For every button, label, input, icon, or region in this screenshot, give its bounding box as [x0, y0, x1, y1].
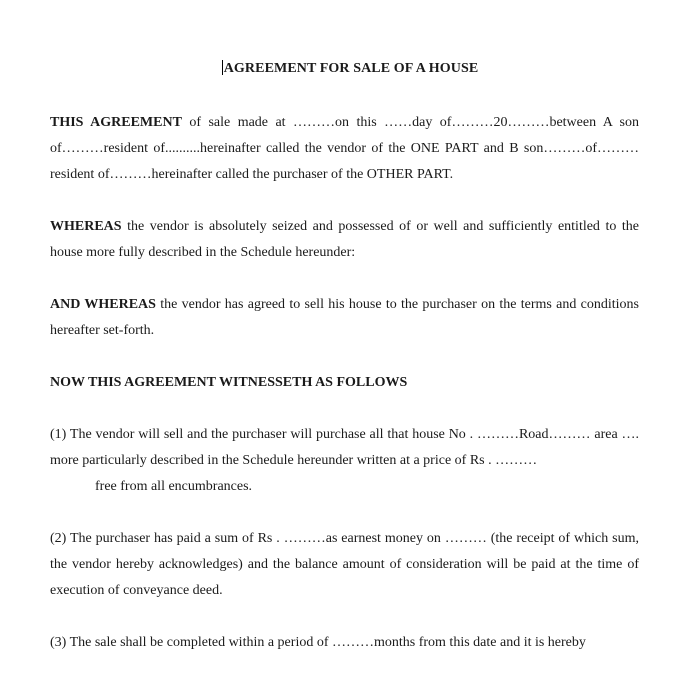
- document-title: [0, 60, 700, 77]
- whereas-lead: WHEREAS: [50, 219, 122, 234]
- clause-2-text: (2) The purchaser has paid a sum of Rs . ………as earnest money on ……… (the receipt of which sum, the vendor hereby acknowledges) and the balance amount of consideration will be paid at the time of execution of conveyance deed.: [50, 531, 639, 598]
- clause-1-text: (1) The vendor will sell and the purchaser will purchase all that house No . ………Road……… area …. more particularly described in the Schedule hereunder written at a price of Rs . ………: [50, 427, 639, 468]
- clause-3: [50, 630, 639, 656]
- and-whereas-paragraph: [50, 292, 639, 344]
- intro-paragraph: [50, 110, 639, 188]
- document-title-text: AGREEMENT FOR SALE OF A HOUSE: [223, 61, 479, 76]
- and-whereas-text: the vendor has agreed to sell his house to the purchaser on the terms and conditions hereafter set-forth.: [50, 297, 640, 338]
- clause-3-text: (3) The sale shall be completed within a period of ………months from this date and it is hereby: [50, 635, 586, 650]
- and-whereas-lead: AND WHEREAS: [50, 297, 156, 312]
- intro-text: of sale made at ………on this ……day of………20………between A son of………resident of..........hereinafter called the vendor of the ONE PART and B son………of………resident of………hereinafter called the purchaser of the OTHER PART.: [50, 115, 639, 182]
- clause-1: [50, 422, 639, 500]
- text-cursor: [222, 60, 223, 75]
- clause-1-continuation: free from all encumbrances.: [95, 479, 253, 494]
- witnesseth-heading: NOW THIS AGREEMENT WITNESSETH AS FOLLOWS: [50, 375, 408, 390]
- intro-lead: THIS AGREEMENT: [50, 115, 182, 130]
- whereas-paragraph: [50, 214, 639, 266]
- clause-2: [50, 526, 639, 604]
- whereas-text: the vendor is absolutely seized and possessed of or well and sufficiently entitled to the house more fully described in the Schedule hereunder:: [50, 219, 639, 260]
